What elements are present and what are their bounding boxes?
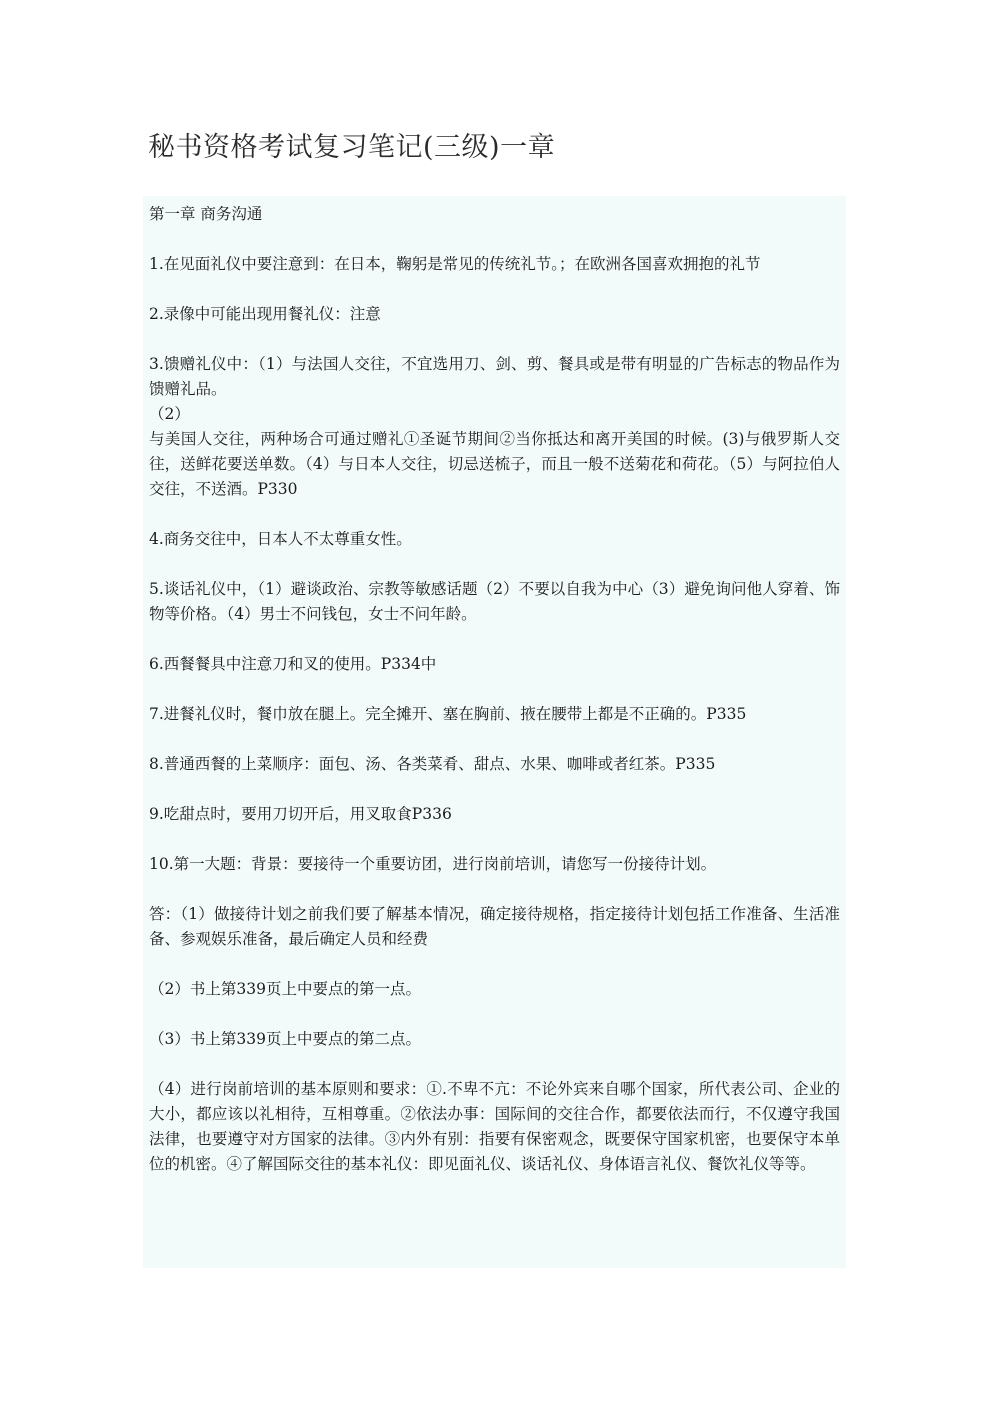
note-item-10: 10.第一大题：背景：要接待一个重要访团，进行岗前培训，请您写一份接待计划。 [149,855,717,873]
note-item-7: 7.进餐礼仪时，餐巾放在腿上。完全摊开、塞在胸前、掖在腰带上都是不正确的。P335 [149,705,747,723]
answer-part-3: （3）书上第339页上中要点的第二点。 [149,1030,421,1048]
answer-part-4: （4）进行岗前培训的基本原则和要求：①.不卑不亢：不论外宾来自哪个国家，所代表公司、企业的大小，都应该以礼相待，互相尊重。②依法办事：国际间的交往合作，都要依法而行，不仅遵守我国法律，也要遵守对方国家的法律。③内外有别：指要有保密观念，既要保守国家机密，也要保守本单位的机密。④了解国际交往的基本礼仪：即见面礼仪、谈话礼仪、身体语言礼仪、餐饮礼仪等等。 [149,1080,840,1173]
note-item-3-part-2: （2） [149,405,190,423]
document-title: 秘书资格考试复习笔记(三级)一章 [148,132,556,163]
note-item-3 [149,352,840,502]
answer-part-2: （2）书上第339页上中要点的第一点。 [149,980,421,998]
note-item-3-part-3: 与美国人交往，两种场合可通过赠礼①圣诞节期间②当你抵达和离开美国的时候。(3)与俄罗斯人交往，送鲜花要送单数。（4）与日本人交往，切忌送梳子，而且一般不送菊花和荷花。（5）与阿拉伯人交往，不送酒。P330 [149,430,840,498]
chapter-heading: 第一章 商务沟通 [149,205,263,223]
note-item-4: 4.商务交往中，日本人不太尊重女性。 [149,530,412,548]
note-item-3-part-1: 3.馈赠礼仪中：（1）与法国人交往，不宜选用刀、剑、剪、餐具或是带有明显的广告标志的物品作为馈赠礼品。 [149,355,840,398]
note-item-8: 8.普通西餐的上菜顺序：面包、汤、各类菜肴、甜点、水果、咖啡或者红茶。P335 [149,755,716,773]
note-item-6: 6.西餐餐具中注意刀和叉的使用。P334中 [149,655,437,673]
note-item-1: 1.在见面礼仪中要注意到：在日本，鞠躬是常见的传统礼节。；在欧洲各国喜欢拥抱的礼节 [149,255,761,273]
notes-content [143,196,846,1268]
note-item-5: 5.谈话礼仪中，（1）避谈政治、宗教等敏感话题（2）不要以自我为中心（3）避免询问他人穿着、饰物等价格。（4）男士不问钱包，女士不问年龄。 [149,580,840,623]
note-item-2: 2.录像中可能出现用餐礼仪：注意 [149,305,381,323]
answer-part-1: 答：（1）做接待计划之前我们要了解基本情况，确定接待规格，指定接待计划包括工作准备、生活准备、参观娱乐准备，最后确定人员和经费 [149,905,840,948]
note-item-9: 9.吃甜点时，要用刀切开后，用叉取食P336 [149,805,452,823]
